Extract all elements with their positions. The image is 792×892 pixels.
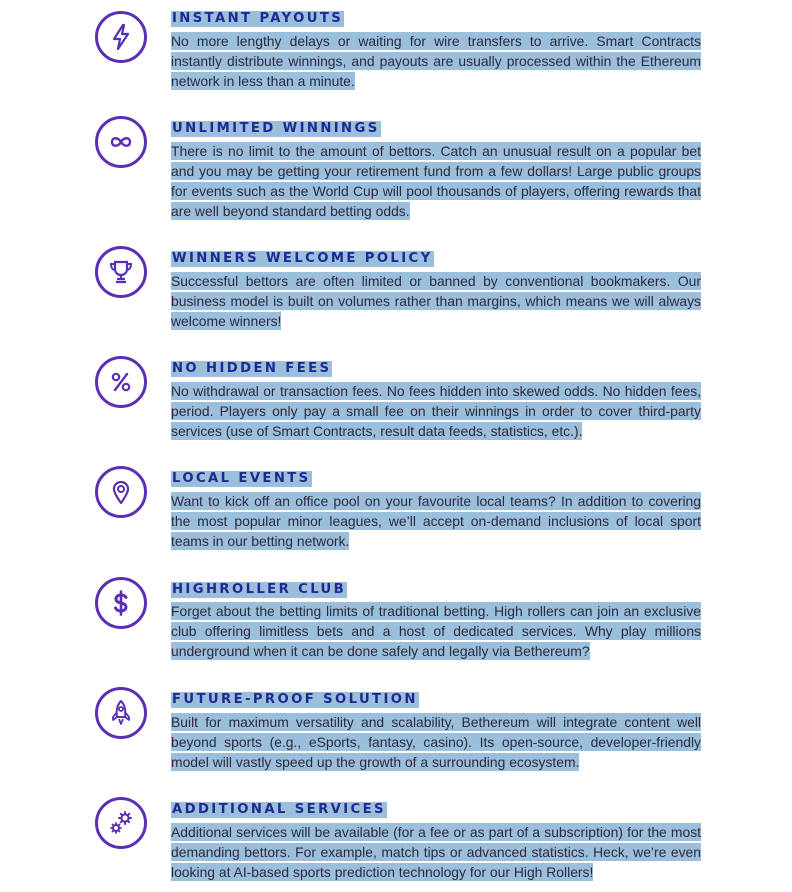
location-pin-icon [95, 466, 147, 518]
lightning-icon [95, 11, 147, 63]
feature-title: UNLIMITED WINNINGS [172, 121, 380, 136]
feature-description: Want to kick off an office pool on your favourite local teams? In addition to covering the most popular minor leagues, we’ll accept on-demand inclusions of local sport teams in our betting network. [171, 493, 701, 549]
feature-description: No more lengthy delays or waiting for wire transfers to arrive. Smart Contracts instantly distribute winnings, and payouts are usually processed within the Ethereum network in less than a minute. [171, 33, 701, 89]
feature-title: WINNERS WELCOME POLICY [172, 251, 433, 266]
feature-description: Forget about the betting limits of traditional betting. High rollers can join an exclusive club offering limitless bets and a host of dedicated services. Why play millions underground when it can be done safely and legally via Bethereum? [171, 603, 701, 659]
percent-icon [95, 356, 147, 408]
infinity-icon [95, 116, 147, 168]
feature-title: FUTURE-PROOF SOLUTION [172, 692, 418, 707]
feature-title: NO HIDDEN FEES [172, 361, 332, 376]
feature-description: Successful bettors are often limited or banned by conventional bookmakers. Our business model is built on volumes rather than margins, which means we will always welcome winners! [171, 273, 701, 329]
dollar-icon [95, 577, 147, 629]
trophy-icon [95, 246, 147, 298]
feature-description: There is no limit to the amount of bettors. Catch an unusual result on a popular bet and you may be getting your retirement fund from a few dollars! Large public groups for events such as the World Cup will pool thousands of players, offering rewards that are well beyond standard betting odds. [171, 143, 701, 219]
gears-icon [95, 797, 147, 849]
feature-description: Built for maximum versatility and scalability, Bethereum will integrate content well beyond sports (e.g., eSports, fantasy, casino). Its open-source, developer-friendly model will vastly speed up the growth of a surrounding ecosystem. [171, 714, 701, 770]
feature-title: ADDITIONAL SERVICES [172, 802, 386, 817]
feature-title: HIGHROLLER CLUB [172, 582, 347, 597]
feature-title: LOCAL EVENTS [172, 471, 311, 486]
feature-description: Additional services will be available (for a fee or as part of a subscription) for the most demanding bettors. For example, match tips or advanced statistics. Heck, we’re even looking at AI-based sports prediction technology for our High Rollers! [171, 824, 701, 880]
feature-title: INSTANT PAYOUTS [172, 11, 344, 26]
rocket-icon [95, 687, 147, 739]
feature-description: No withdrawal or transaction fees. No fees hidden into skewed odds. No hidden fees, period. Players only pay a small fee on their winnings in order to cover third-party services (use of Smart Contracts, result data feeds, statistics, etc.). [171, 383, 701, 439]
